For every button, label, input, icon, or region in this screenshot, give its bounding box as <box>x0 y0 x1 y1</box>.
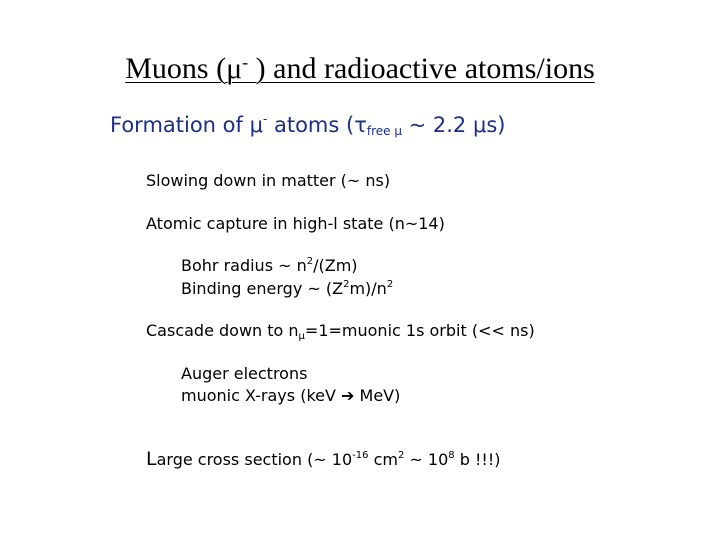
subtitle-part3: ~ 2.2 μs) <box>401 113 506 137</box>
binding-superscript-1: 2 <box>343 279 350 290</box>
arrow-right-icon: ➔ <box>341 386 355 405</box>
slide-title <box>0 42 720 89</box>
subtitle-part2: atoms (τ <box>267 113 367 137</box>
bohr-text-a: Bohr radius ~ n <box>181 256 307 275</box>
cross-superscript-1: -16 <box>352 450 369 461</box>
cross-initial: L <box>146 448 157 470</box>
subtitle-subscript: free μ <box>366 124 402 138</box>
binding-text-b: m)/n <box>349 279 387 298</box>
xrays-text-a: muonic X-rays (keV <box>181 386 342 405</box>
cascade-text-a: Cascade down to n <box>146 321 299 340</box>
item-binding-energy <box>181 279 393 298</box>
item-cascade <box>146 321 535 342</box>
item-capture: Atomic capture in high-l state (n~14) <box>146 214 445 233</box>
item-slowing: Slowing down in matter (~ ns) <box>146 171 391 190</box>
cross-text-a: arge cross section (~ 10 <box>156 450 353 469</box>
title-superscript: - <box>242 52 249 72</box>
subtitle-superscript: - <box>262 112 268 126</box>
bohr-text-b: /(Zm) <box>313 256 358 275</box>
binding-text-a: Binding energy ~ (Z <box>181 279 344 298</box>
cross-text-c: ~ 10 <box>404 450 449 469</box>
cross-text-b: cm <box>368 450 398 469</box>
cascade-text-b: =1=muonic 1s orbit (<< ns) <box>304 321 535 340</box>
cross-superscript-3: 8 <box>448 450 455 461</box>
title-part1: Muons (μ <box>125 52 243 85</box>
slide-subtitle <box>110 112 505 138</box>
subtitle-part1: Formation of μ <box>110 113 263 137</box>
binding-superscript-2: 2 <box>386 279 394 290</box>
item-auger: Auger electrons <box>181 364 308 383</box>
xrays-text-b: MeV) <box>354 386 401 405</box>
item-cross-section <box>146 448 500 470</box>
cross-superscript-2: 2 <box>397 450 405 461</box>
item-xrays <box>181 386 400 405</box>
item-bohr-radius <box>181 256 358 275</box>
bohr-superscript: 2 <box>306 256 314 267</box>
title-part2: ) and radioactive atoms/ions <box>248 52 595 85</box>
cross-text-d: b !!!) <box>454 450 501 469</box>
cascade-subscript: μ <box>298 331 305 342</box>
